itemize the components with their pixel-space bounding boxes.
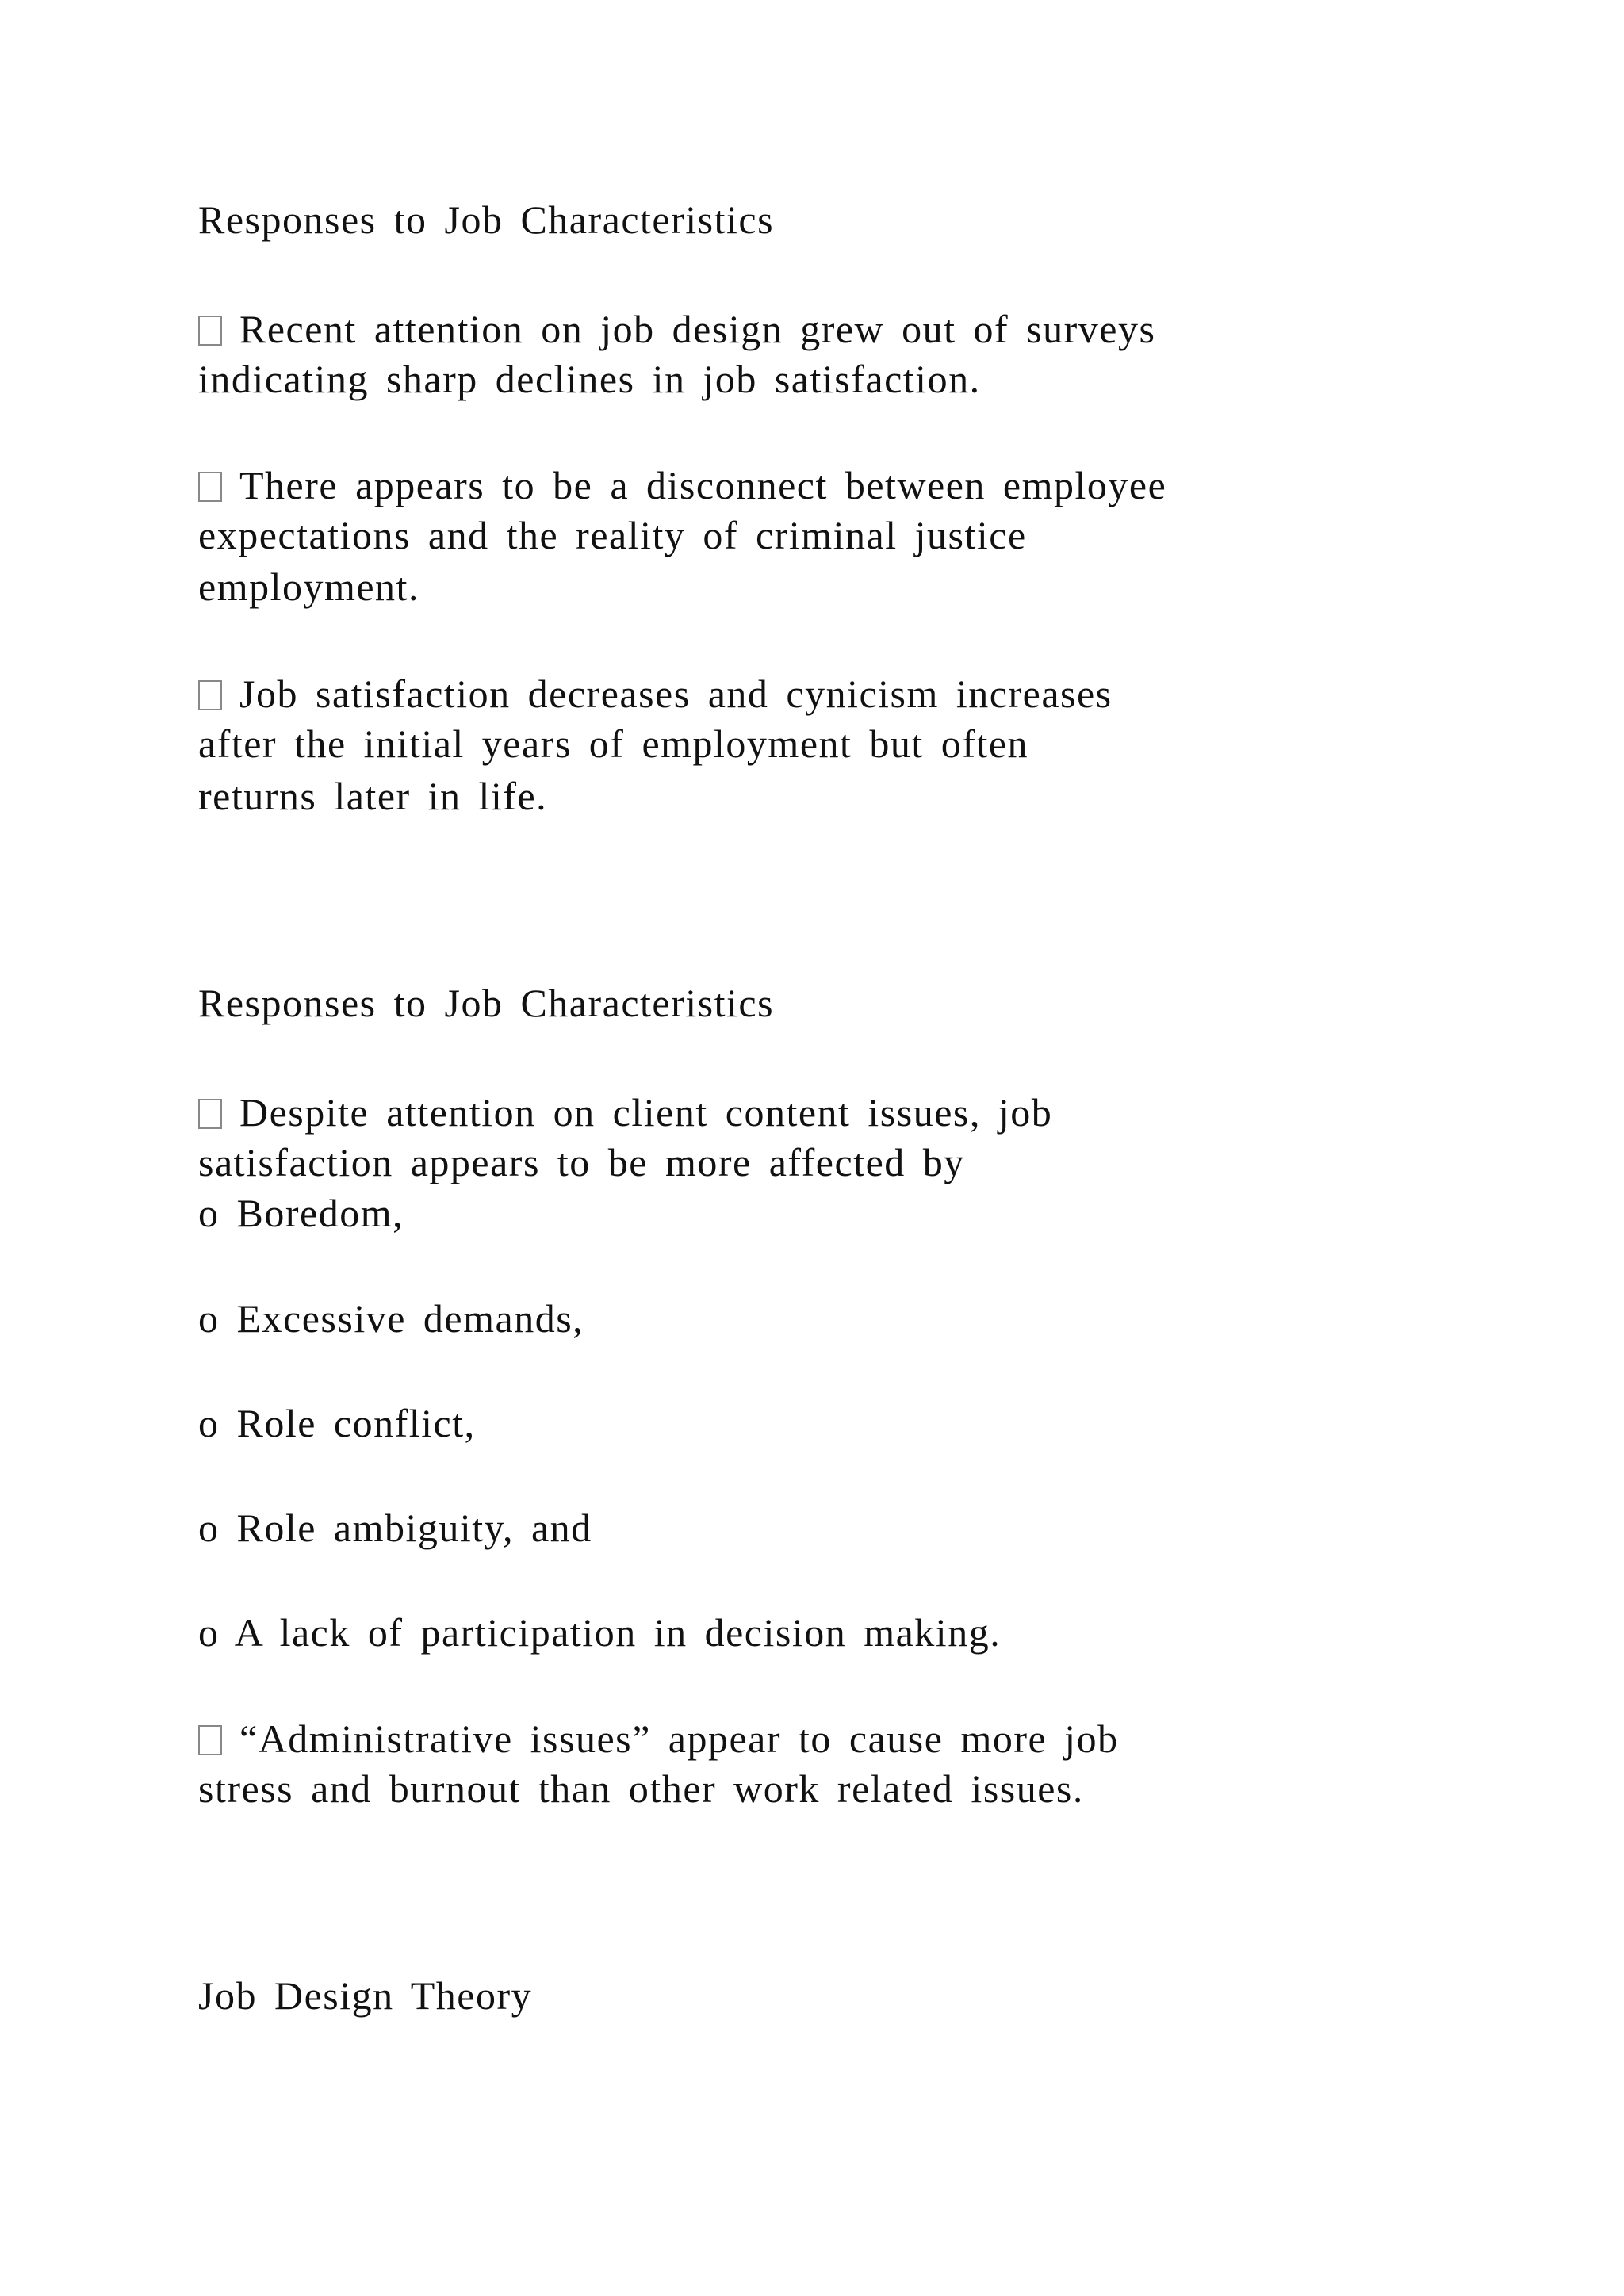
sub-item: o A lack of participation in decision making. <box>198 1610 1002 1655</box>
section-title: Responses to Job Characteristics <box>198 197 775 242</box>
bullet-text: There appears to be a disconnect between employee <box>239 463 1167 507</box>
section-title: Job Design Theory <box>198 1973 533 2018</box>
section-title: Responses to Job Characteristics <box>198 981 775 1025</box>
bullet-line <box>198 460 1166 511</box>
bullet-line: expectations and the reality of criminal justice <box>198 513 1027 557</box>
bullet-line: satisfaction appears to be more affected by <box>198 1140 965 1184</box>
bullet-line <box>198 304 1155 354</box>
bullet-line: returns later in life. <box>198 774 548 818</box>
bullet-text: Job satisfaction decreases and cynicism increases <box>239 672 1113 716</box>
missing-glyph-icon <box>198 472 222 502</box>
missing-glyph-icon <box>198 1725 222 1755</box>
bullet-line <box>198 1087 1052 1138</box>
sub-item: o Excessive demands, <box>198 1296 584 1341</box>
bullet-line: stress and burnout than other work related issues. <box>198 1766 1084 1811</box>
bullet-text: “Administrative issues” appear to cause more job <box>239 1716 1119 1761</box>
sub-item: o Boredom, <box>198 1191 404 1235</box>
sub-item: o Role ambiguity, and <box>198 1506 592 1550</box>
bullet-line: indicating sharp declines in job satisfaction. <box>198 357 981 401</box>
bullet-line <box>198 1713 1119 1764</box>
sub-item: o Role conflict, <box>198 1401 476 1445</box>
bullet-line: employment. <box>198 564 419 609</box>
bullet-line <box>198 668 1113 719</box>
missing-glyph-icon <box>198 680 222 710</box>
bullet-line: after the initial years of employment but often <box>198 721 1029 766</box>
bullet-text: Despite attention on client content issues, job <box>239 1090 1053 1135</box>
missing-glyph-icon <box>198 1099 222 1129</box>
missing-glyph-icon <box>198 316 222 346</box>
bullet-text: Recent attention on job design grew out of surveys <box>239 307 1156 351</box>
